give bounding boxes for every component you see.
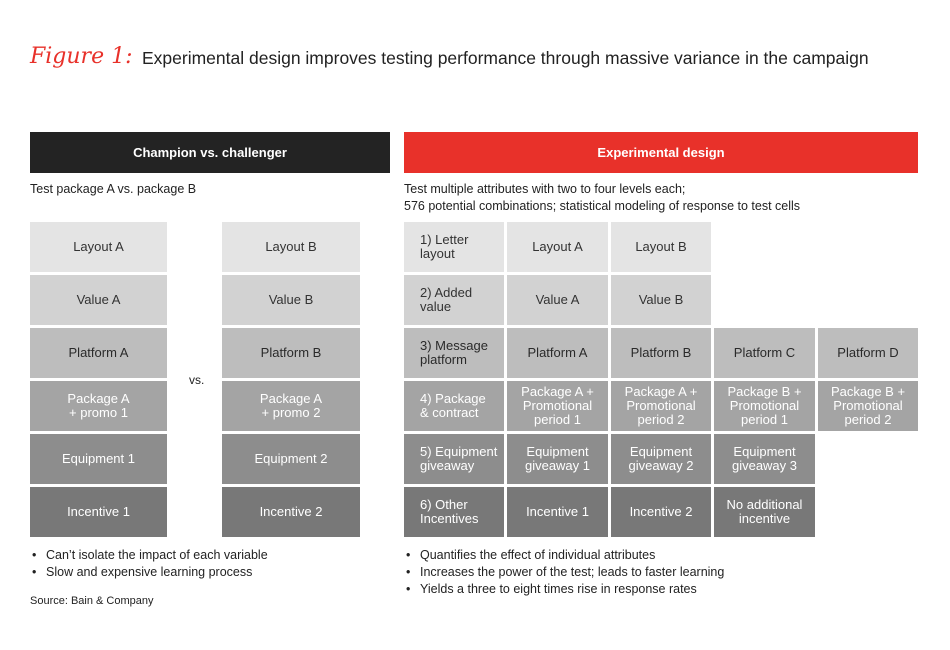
level-cell: Value A [507, 275, 608, 325]
bullet-item: • Increases the power of the test; leads to faster learning [406, 564, 724, 581]
figure-label: Figure 1: [30, 44, 133, 69]
column-b-cell: Package A + promo 2 [222, 381, 360, 431]
column-a-cell: Package A + promo 1 [30, 381, 167, 431]
bullet-item: • Slow and expensive learning process [32, 564, 268, 581]
vs-label: vs. [189, 373, 205, 387]
level-cell: Package A + Promotional period 2 [611, 381, 711, 431]
attribute-label: 4) Package & contract [404, 381, 504, 431]
level-cell: Layout A [507, 222, 608, 272]
figure-title: Experimental design improves testing performance through massive variance in the campaign [142, 48, 869, 68]
level-cell: No additional incentive [714, 487, 815, 537]
bullet-item: • Quantifies the effect of individual attributes [406, 547, 724, 564]
level-cell: Layout B [611, 222, 711, 272]
column-b-cell: Platform B [222, 328, 360, 378]
level-cell: Package B + Promotional period 2 [818, 381, 918, 431]
column-a-cell: Platform A [30, 328, 167, 378]
level-cell: Platform D [818, 328, 918, 378]
column-a-cell: Layout A [30, 222, 167, 272]
column-b-cell: Equipment 2 [222, 434, 360, 484]
right-intro-line-1: Test multiple attributes with two to four levels each; [404, 182, 686, 196]
level-cell: Platform A [507, 328, 608, 378]
right-bullets [406, 547, 724, 598]
level-cell: Platform C [714, 328, 815, 378]
attribute-label: 3) Message platform [404, 328, 504, 378]
column-b-cell: Value B [222, 275, 360, 325]
level-cell: Platform B [611, 328, 711, 378]
level-cell: Package A + Promotional period 1 [507, 381, 608, 431]
level-cell: Incentive 1 [507, 487, 608, 537]
attribute-label: 1) Letter layout [404, 222, 504, 272]
level-cell: Equipment giveaway 3 [714, 434, 815, 484]
experimental-design-header: Experimental design [404, 132, 918, 173]
level-cell: Package B + Promotional period 1 [714, 381, 815, 431]
champion-challenger-header: Champion vs. challenger [30, 132, 390, 173]
column-a-cell: Equipment 1 [30, 434, 167, 484]
attribute-label: 2) Added value [404, 275, 504, 325]
left-intro: Test package A vs. package B [30, 182, 197, 196]
bullet-item: • Can’t isolate the impact of each variable [32, 547, 268, 564]
right-intro [404, 181, 800, 215]
right-intro-line-2: 576 potential combinations; statistical modeling of response to test cells [404, 199, 801, 213]
column-a-cell: Incentive 1 [30, 487, 167, 537]
level-cell: Equipment giveaway 2 [611, 434, 711, 484]
column-b-cell: Incentive 2 [222, 487, 360, 537]
left-bullets [32, 547, 268, 581]
level-cell: Incentive 2 [611, 487, 711, 537]
level-cell: Equipment giveaway 1 [507, 434, 608, 484]
level-cell: Value B [611, 275, 711, 325]
column-a-cell: Value A [30, 275, 167, 325]
source-note: Source: Bain & Company [30, 595, 154, 607]
attribute-label: 6) Other Incentives [404, 487, 504, 537]
bullet-item: • Yields a three to eight times rise in response rates [406, 581, 724, 598]
column-b-cell: Layout B [222, 222, 360, 272]
attribute-label: 5) Equipment giveaway [404, 434, 504, 484]
